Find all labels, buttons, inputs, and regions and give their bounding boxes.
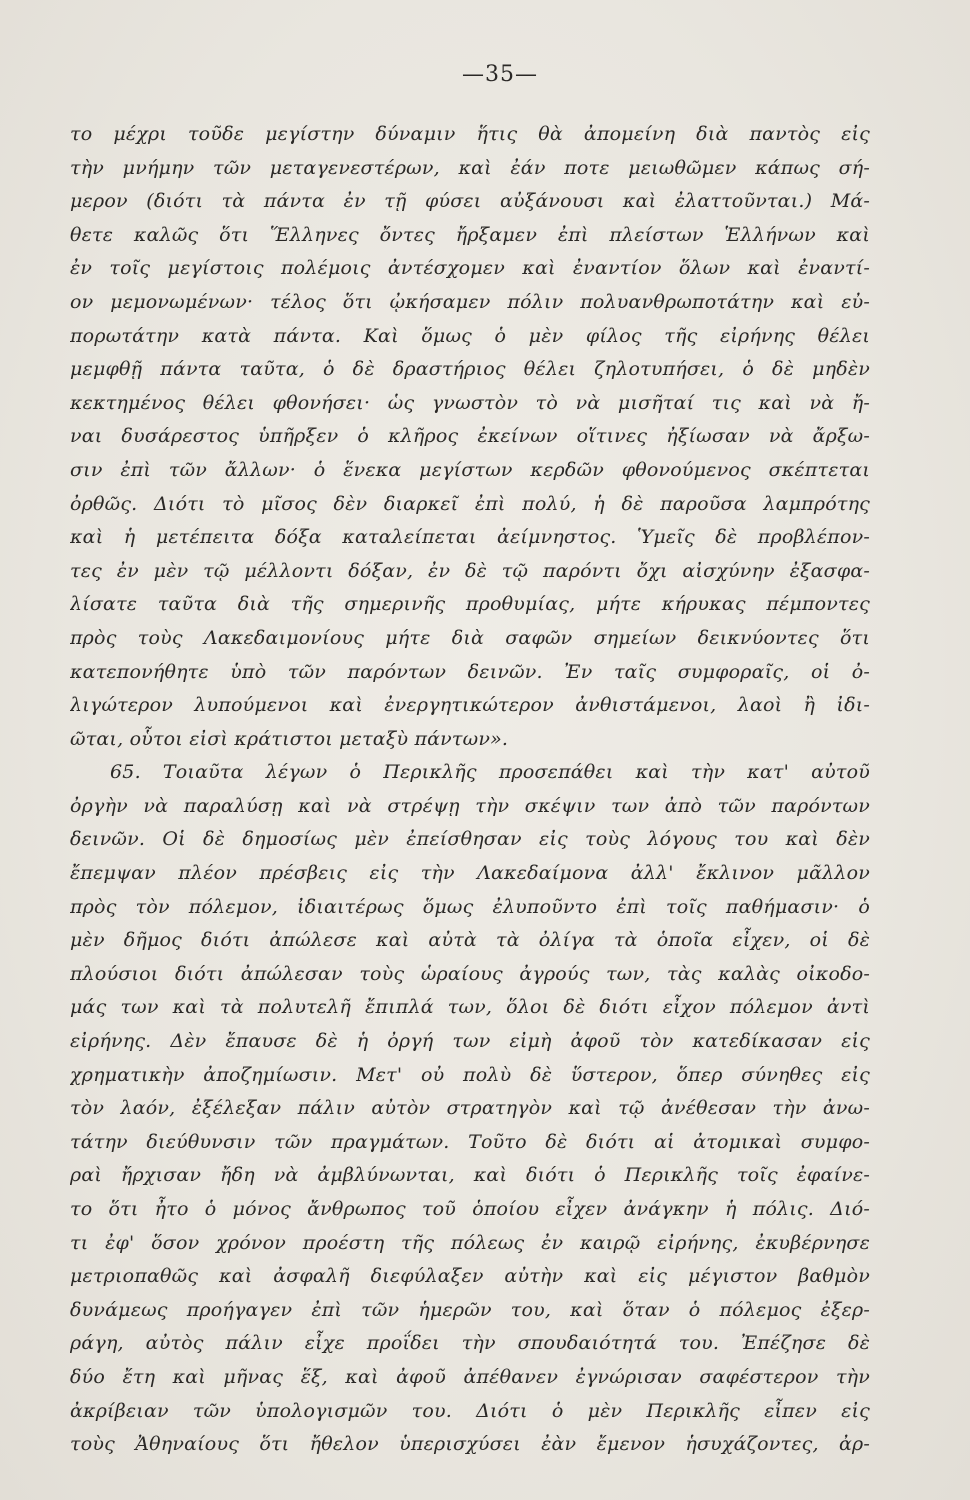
- text-line: δυνάμεως προήγαγεν ἐπὶ τῶν ἡμερῶν του, καὶ ὅταν ὁ πόλεμος ἐξερ-: [70, 1298, 870, 1321]
- text-line: 65. Τοιαῦτα λέγων ὁ Περικλῆς προσεπάθει καὶ τὴν κατ' αὐτοῦ: [110, 761, 870, 784]
- text-line: δύο ἔτη καὶ μῆνας ἕξ, καὶ ἀφοῦ ἀπέθανεν ἐγνώρισαν σαφέστερον τὴν: [70, 1365, 870, 1388]
- text-line: τὸν λαόν, ἐξέλεξαν πάλιν αὐτὸν στρατηγὸν καὶ τῷ ἀνέθεσαν τὴν ἀνω-: [70, 1097, 870, 1120]
- text-line: τι ἐφ' ὅσον χρόνον προέστη τῆς πόλεως ἐν καιρῷ εἰρήνης, ἐκυβέρνησε: [70, 1231, 870, 1254]
- text-line: ὀργὴν νὰ παραλύσῃ καὶ νὰ στρέψῃ τὴν σκέψιν των ἀπὸ τῶν παρόντων: [70, 794, 870, 817]
- text-line: καὶ ἡ μετέπειτα δόξα καταλείπεται ἀείμνηστος. Ὑμεῖς δὲ προβλέπον-: [70, 526, 870, 549]
- text-line: κεκτημένος θέλει φθονήσει· ὡς γνωστὸν τὸ νὰ μισῆταί τις καὶ νὰ ἤ-: [70, 391, 870, 414]
- text-line: τες ἐν μὲν τῷ μέλλοντι δόξαν, ἐν δὲ τῷ παρόντι ὄχι αἰσχύνην ἐξασφα-: [70, 559, 870, 582]
- text-line: μεμφθῇ πάντα ταῦτα, ὁ δὲ δραστήριος θέλει ζηλοτυπήσει, ὁ δὲ μηδὲν: [70, 358, 870, 381]
- text-line: πορωτάτην κατὰ πάντα. Καὶ ὅμως ὁ μὲν φίλος τῆς εἰρήνης θέλει: [70, 324, 870, 347]
- text-line: ὀρθῶς. Διότι τὸ μῖσος δὲν διαρκεῖ ἐπὶ πολύ, ἡ δὲ παροῦσα λαμπρότης: [70, 492, 870, 515]
- body-text: [70, 118, 870, 1495]
- text-line: κατεπονήθητε ὑπὸ τῶν παρόντων δεινῶν. Ἐν ταῖς συμφοραῖς, οἱ ὀ-: [70, 660, 870, 683]
- text-line: ἐν τοῖς μεγίστοις πολέμοις ἀντέσχομεν καὶ ἐναντίον ὅλων καὶ ἐναντί-: [70, 257, 870, 280]
- text-line: τὴν μνήμην τῶν μεταγενεστέρων, καὶ ἐάν ποτε μειωθῶμεν κάπως σή-: [70, 156, 870, 179]
- text-line: σιν ἐπὶ τῶν ἄλλων· ὁ ἕνεκα μεγίστων κερδῶν φθονούμενος σκέπτεται: [70, 458, 870, 481]
- text-line: εἰρήνης. Δὲν ἔπαυσε δὲ ἡ ὀργή των εἰμὴ ἀφοῦ τὸν κατεδίκασαν εἰς: [70, 1030, 870, 1053]
- text-line: μερον (διότι τὰ πάντα ἐν τῇ φύσει αὐξάνουσι καὶ ἐλαττοῦνται.) Μά-: [70, 190, 870, 213]
- text-line: λιγώτερον λυπούμενοι καὶ ἐνεργητικώτερον ἀνθιστάμενοι, λαοὶ ἢ ἰδι-: [70, 694, 870, 717]
- text-line: δεινῶν. Οἱ δὲ δημοσίως μὲν ἐπείσθησαν εἰς τοὺς λόγους του καὶ δὲν: [70, 828, 870, 851]
- text-line: το ὅτι ἦτο ὁ μόνος ἄνθρωπος τοῦ ὁποίου εἶχεν ἀνάγκην ἡ πόλις. Διό-: [70, 1198, 870, 1220]
- text-line: πλούσιοι διότι ἀπώλεσαν τοὺς ὡραίους ἀγρούς των, τὰς καλὰς οἰκοδο-: [70, 962, 870, 985]
- text-line: ῶται, οὗτοι εἰσὶ κράτιστοι μεταξὺ πάντων».: [70, 727, 509, 750]
- text-line: τάτην διεύθυνσιν τῶν πραγμάτων. Τοῦτο δὲ διότι αἱ ἀτομικαὶ συμφο-: [70, 1130, 870, 1153]
- text-line: ναι δυσάρεστος ὑπῆρξεν ὁ κλῆρος ἐκείνων οἵτινες ἠξίωσαν νὰ ἄρξω-: [70, 425, 870, 448]
- text-line: μετριοπαθῶς καὶ ἀσφαλῆ διεφύλαξεν αὐτὴν καὶ εἰς μέγιστον βαθμὸν: [70, 1265, 870, 1288]
- text-line: λίσατε ταῦτα διὰ τῆς σημερινῆς προθυμίας, μήτε κήρυκας πέμποντες: [70, 593, 870, 616]
- text-line: τοὺς Ἀθηναίους ὅτι ἤθελον ὑπερισχύσει ἐὰν ἔμενον ἡσυχάζοντες, ἀρ-: [70, 1433, 870, 1456]
- text-line: πρὸς τὸν πόλεμον, ἰδιαιτέρως ὅμως ἐλυποῦντο ἐπὶ τοῖς παθήμασιν· ὁ: [70, 895, 870, 918]
- text-line: [70, 1462, 870, 1496]
- text-line: ἀκρίβειαν τῶν ὑπολογισμῶν του. Διότι ὁ μὲν Περικλῆς εἶπεν εἰς: [70, 1399, 870, 1422]
- text-line: πρὸς τοὺς Λακεδαιμονίους μήτε διὰ σαφῶν σημείων δεικνύοντες ὅτι: [70, 626, 870, 649]
- page-number: —35—: [462, 62, 538, 87]
- text-line: μάς των καὶ τὰ πολυτελῆ ἔπιπλά των, ὅλοι δὲ διότι εἶχον πόλεμον ἀντὶ: [70, 996, 870, 1019]
- text-line: το μέχρι τοῦδε μεγίστην δύναμιν ἥτις θὰ ἀπομείνη διὰ παντὸς εἰς: [70, 123, 870, 145]
- text-line: ον μεμονωμένων· τέλος ὅτι ᾠκήσαμεν πόλιν πολυανθρωποτάτην καὶ εὐ-: [70, 290, 870, 313]
- text-line: μὲν δῆμος διότι ἀπώλεσε καὶ αὐτὰ τὰ ὀλίγα τὰ ὁποῖα εἶχεν, οἱ δὲ: [70, 929, 870, 952]
- text-line: ράγη, αὐτὸς πάλιν εἶχε προΐδει τὴν σπουδαιότητά του. Ἐπέζησε δὲ: [70, 1332, 870, 1355]
- text-line: χρηματικὴν ἀποζημίωσιν. Μετ' οὐ πολὺ δὲ ὕστερον, ὅπερ σύνηθες εἰς: [70, 1063, 870, 1086]
- text-line: ραὶ ἤρχισαν ἤδη νὰ ἀμβλύνωνται, καὶ διότι ὁ Περικλῆς τοῖς ἐφαίνε-: [70, 1164, 870, 1187]
- text-line: θετε καλῶς ὅτι Ἕλληνες ὄντες ἤρξαμεν ἐπὶ πλείστων Ἑλλήνων καὶ: [70, 223, 870, 246]
- text-line: ἔπεμψαν πλέον πρέσβεις εἰς τὴν Λακεδαίμονα ἀλλ' ἔκλινον μᾶλλον: [70, 862, 870, 885]
